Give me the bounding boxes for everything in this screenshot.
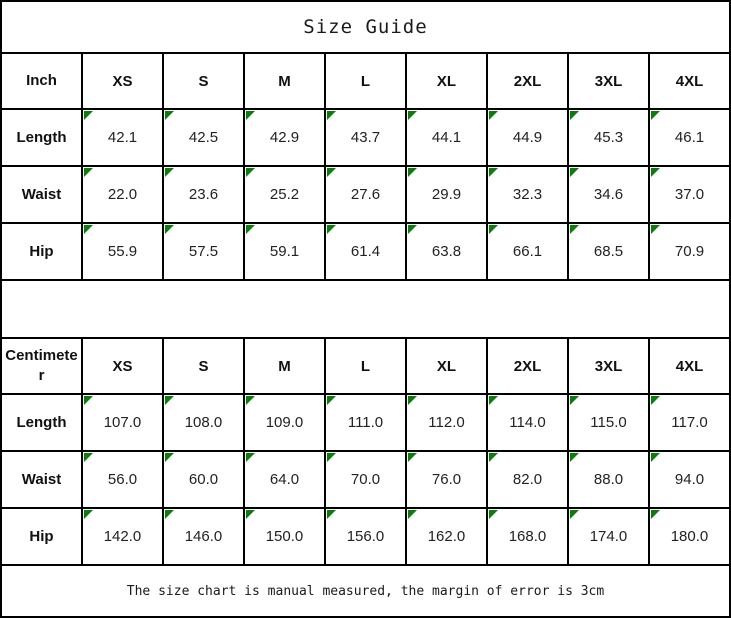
measurement-value-cell [406,451,487,508]
cell-comment-triangle-icon [84,225,93,234]
measurement-value: 44.9 [512,129,543,146]
measurement-value-cell [82,394,163,451]
measurement-value: 68.5 [593,243,624,260]
measurement-label-cell: Waist [1,451,82,508]
cell-comment-triangle-icon [651,510,660,519]
size-header-cell: 3XL [568,53,649,109]
measurement-value: 45.3 [593,129,624,146]
measurement-value: 94.0 [674,471,705,488]
measurement-value-cell [487,394,568,451]
size-header-row [1,53,730,109]
spacer-row [1,280,730,338]
measurement-value-cell [649,508,730,565]
size-header-cell: XL [406,53,487,109]
measurement-value: 114.0 [509,414,546,431]
measurement-value-cell [649,109,730,166]
inch-section [1,53,730,280]
measurement-value-cell [244,508,325,565]
measurement-value-cell [163,451,244,508]
measurement-value: 42.1 [107,129,138,146]
measurement-value-cell [163,223,244,280]
cell-comment-triangle-icon [165,111,174,120]
size-header-cell: XS [82,53,163,109]
cell-comment-triangle-icon [84,396,93,405]
cell-comment-triangle-icon [246,168,255,177]
measurement-value-cell [82,166,163,223]
cell-comment-triangle-icon [489,168,498,177]
measurement-value: 60.0 [188,471,219,488]
cell-comment-triangle-icon [651,453,660,462]
measurement-value-cell [163,508,244,565]
measurement-value-cell [244,223,325,280]
cell-comment-triangle-icon [327,111,336,120]
cell-comment-triangle-icon [408,225,417,234]
measurement-value-cell [406,508,487,565]
cell-comment-triangle-icon [489,111,498,120]
measurement-value: 88.0 [593,471,624,488]
measurement-row [1,394,730,451]
measurement-label-cell: Length [1,109,82,166]
measurement-value-cell [487,223,568,280]
cell-comment-triangle-icon [651,111,660,120]
measurement-value: 56.0 [107,471,138,488]
measurement-row [1,451,730,508]
measurement-row [1,166,730,223]
measurement-value: 112.0 [428,414,465,431]
measurement-value-cell [568,508,649,565]
cell-comment-triangle-icon [489,453,498,462]
measurement-value-cell [325,166,406,223]
measurement-label-cell: Hip [1,223,82,280]
measurement-value: 29.9 [431,186,462,203]
cell-comment-triangle-icon [327,168,336,177]
measurement-value-cell [163,394,244,451]
cell-comment-triangle-icon [570,453,579,462]
measurement-value: 23.6 [188,186,219,203]
measurement-value: 57.5 [188,243,219,260]
measurement-value-cell [649,451,730,508]
measurement-value: 32.3 [512,186,543,203]
cell-comment-triangle-icon [165,453,174,462]
size-header-row [1,338,730,394]
measurement-value: 46.1 [674,129,705,146]
measurement-value-cell [649,394,730,451]
size-header-cell: 2XL [487,53,568,109]
cell-comment-triangle-icon [570,396,579,405]
cell-comment-triangle-icon [84,168,93,177]
measurement-value: 76.0 [431,471,462,488]
size-header-cell: 2XL [487,338,568,394]
measurement-value-cell [406,166,487,223]
unit-label-cell: Inch [1,53,82,109]
measurement-value-cell [568,451,649,508]
measurement-value: 27.6 [350,186,381,203]
cell-comment-triangle-icon [84,453,93,462]
measurement-value-cell [163,109,244,166]
cell-comment-triangle-icon [246,225,255,234]
cell-comment-triangle-icon [651,396,660,405]
measurement-value: 25.2 [269,186,300,203]
measurement-value: 37.0 [674,186,705,203]
cell-comment-triangle-icon [570,111,579,120]
unit-label-cell: Centimeter [1,338,82,394]
measurement-value: 180.0 [670,528,709,545]
measurement-value: 107.0 [103,414,142,431]
measurement-row [1,223,730,280]
centimeter-section [1,338,730,565]
cell-comment-triangle-icon [84,111,93,120]
cell-comment-triangle-icon [408,510,417,519]
measurement-value: 142.0 [103,528,142,545]
measurement-value: 55.9 [107,243,138,260]
measurement-value: 70.9 [674,243,705,260]
cell-comment-triangle-icon [165,225,174,234]
cell-comment-triangle-icon [489,396,498,405]
measurement-value: 156.0 [346,528,385,545]
size-header-cell: M [244,338,325,394]
measurement-value-cell [163,166,244,223]
measurement-value-cell [244,166,325,223]
cell-comment-triangle-icon [570,510,579,519]
measurement-value: 64.0 [269,471,300,488]
measurement-value: 174.0 [589,528,628,545]
measurement-value: 61.4 [350,243,381,260]
measurement-value-cell [487,109,568,166]
measurement-value: 150.0 [265,528,304,545]
measurement-value: 42.9 [269,129,300,146]
size-header-cell: 4XL [649,338,730,394]
measurement-value-cell [487,508,568,565]
cell-comment-triangle-icon [408,453,417,462]
measurement-label-cell: Waist [1,166,82,223]
measurement-value: 70.0 [350,471,381,488]
measurement-value: 162.0 [427,528,466,545]
measurement-value: 34.6 [593,186,624,203]
size-header-cell: L [325,53,406,109]
measurement-row [1,508,730,565]
cell-comment-triangle-icon [651,225,660,234]
measurement-value-cell [325,223,406,280]
measurement-value-cell [649,166,730,223]
measurement-value: 111.0 [347,414,384,431]
measurement-value: 63.8 [431,243,462,260]
measurement-value: 117.0 [671,414,708,431]
measurement-value: 42.5 [188,129,219,146]
size-header-cell: 3XL [568,338,649,394]
cell-comment-triangle-icon [246,396,255,405]
cell-comment-triangle-icon [165,510,174,519]
cell-comment-triangle-icon [246,111,255,120]
measurement-value-cell [325,451,406,508]
measurement-value: 146.0 [184,528,223,545]
measurement-value-cell [568,223,649,280]
cell-comment-triangle-icon [489,225,498,234]
measurement-value-cell [487,451,568,508]
footer-note: The size chart is manual measured, the margin of error is 3cm [1,565,730,617]
measurement-value: 108.0 [184,414,223,431]
measurement-value: 109.0 [265,414,304,431]
measurement-value: 22.0 [107,186,138,203]
measurement-label-cell: Hip [1,508,82,565]
measurement-value-cell [325,109,406,166]
cell-comment-triangle-icon [327,225,336,234]
measurement-value: 59.1 [269,243,300,260]
measurement-value-cell [82,451,163,508]
cell-comment-triangle-icon [651,168,660,177]
cell-comment-triangle-icon [408,396,417,405]
cell-comment-triangle-icon [570,225,579,234]
measurement-value-cell [82,223,163,280]
measurement-value-cell [649,223,730,280]
page-title: Size Guide [1,1,730,53]
cell-comment-triangle-icon [165,396,174,405]
cell-comment-triangle-icon [570,168,579,177]
measurement-value-cell [244,394,325,451]
size-header-cell: 4XL [649,53,730,109]
measurement-value-cell [568,394,649,451]
spacer-cell [1,280,730,338]
size-header-cell: M [244,53,325,109]
cell-comment-triangle-icon [327,510,336,519]
measurement-value: 44.1 [431,129,462,146]
cell-comment-triangle-icon [246,510,255,519]
cell-comment-triangle-icon [408,168,417,177]
measurement-value-cell [406,109,487,166]
size-header-cell: S [163,338,244,394]
measurement-value-cell [244,451,325,508]
measurement-value-cell [406,394,487,451]
size-header-cell: L [325,338,406,394]
cell-comment-triangle-icon [246,453,255,462]
measurement-value: 66.1 [512,243,543,260]
cell-comment-triangle-icon [408,111,417,120]
footer-row [1,565,730,617]
cell-comment-triangle-icon [327,396,336,405]
measurement-value-cell [82,508,163,565]
measurement-value-cell [568,109,649,166]
measurement-value: 168.0 [508,528,547,545]
measurement-value-cell [568,166,649,223]
measurement-value: 115.0 [590,414,627,431]
cell-comment-triangle-icon [327,453,336,462]
size-header-cell: S [163,53,244,109]
size-header-cell: XS [82,338,163,394]
cell-comment-triangle-icon [489,510,498,519]
measurement-value-cell [487,166,568,223]
measurement-value-cell [406,223,487,280]
cell-comment-triangle-icon [165,168,174,177]
title-row [1,1,730,53]
size-header-cell: XL [406,338,487,394]
measurement-value-cell [325,508,406,565]
measurement-row [1,109,730,166]
measurement-value: 43.7 [350,129,381,146]
measurement-value-cell [325,394,406,451]
measurement-value: 82.0 [512,471,543,488]
cell-comment-triangle-icon [84,510,93,519]
measurement-label-cell: Length [1,394,82,451]
measurement-value-cell [244,109,325,166]
measurement-value-cell [82,109,163,166]
